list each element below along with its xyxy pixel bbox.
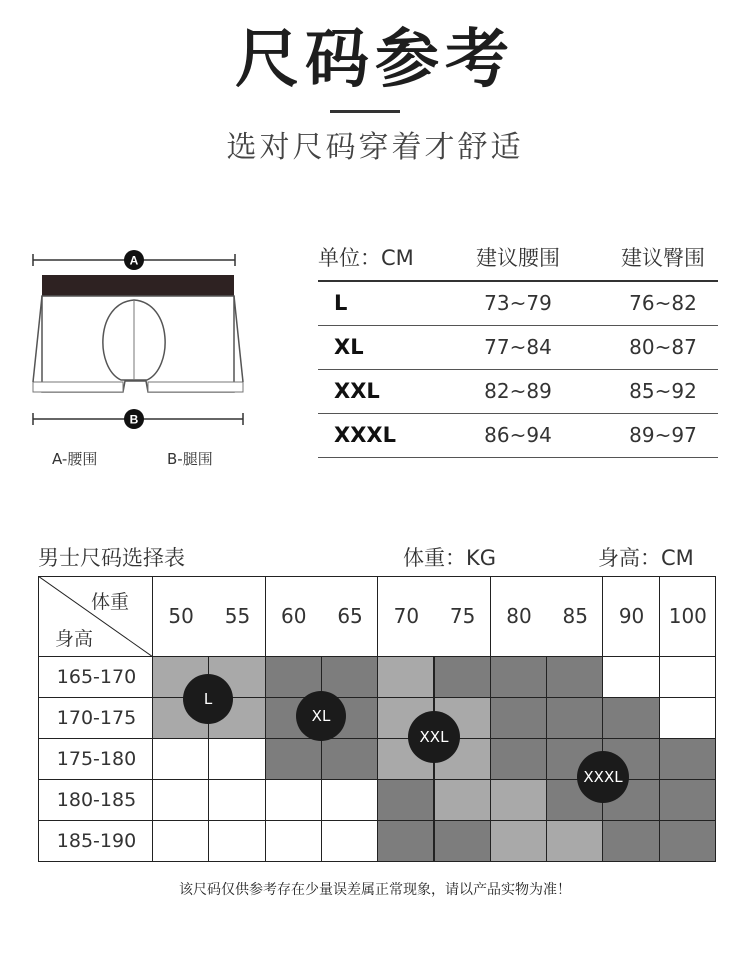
size-grid-cell — [377, 820, 434, 862]
size-table — [318, 240, 718, 458]
size-cell: XXL — [334, 379, 380, 403]
size-grid-cell — [490, 697, 547, 739]
hip-cell: 89~97 — [629, 423, 697, 447]
waist-cell: 77~84 — [484, 335, 552, 359]
size-grid-cell — [490, 779, 547, 821]
size-badge-l: L — [183, 674, 233, 724]
svg-text:B: B — [129, 412, 139, 427]
waist-label: A-腰围 — [52, 450, 98, 468]
height-unit-label: 身高：CM — [598, 546, 694, 570]
underwear-illustration — [25, 248, 250, 438]
size-grid-cell — [659, 656, 716, 698]
size-grid-cell — [490, 738, 547, 780]
weight-header-cell: 70 — [393, 604, 420, 628]
table-row — [318, 326, 718, 370]
weight-header-cell: 75 — [449, 604, 476, 628]
hip-cell: 76~82 — [629, 291, 697, 315]
size-grid-cell — [659, 738, 716, 780]
size-cell: XXXL — [334, 423, 396, 447]
page-title: 尺码参考 — [235, 23, 515, 97]
svg-text:A: A — [129, 253, 139, 268]
size-grid-cell — [434, 779, 491, 821]
height-label: 180-185 — [56, 789, 137, 811]
size-cell: XL — [334, 335, 364, 359]
waistband — [42, 275, 234, 296]
weight-header-cell: 85 — [562, 604, 588, 628]
size-grid-cell — [152, 738, 209, 780]
size-grid-cell — [659, 779, 716, 821]
size-grid-cell — [208, 820, 265, 862]
size-grid-cell — [490, 820, 547, 862]
size-grid-cell — [546, 697, 603, 739]
size-grid-cell — [208, 779, 265, 821]
unit-label: 单位：CM — [318, 246, 414, 270]
size-grid-cell — [659, 697, 716, 739]
corner-cell — [38, 576, 153, 657]
size-grid-cell — [321, 738, 378, 780]
height-row-header — [38, 779, 153, 821]
size-grid-cell — [546, 820, 603, 862]
size-grid-cell — [434, 656, 491, 698]
corner-weight-label: 体重 — [91, 591, 130, 613]
height-row-header — [38, 656, 153, 698]
height-row-header — [38, 820, 153, 862]
size-table-header — [318, 240, 718, 282]
height-label: 170-175 — [56, 707, 137, 729]
size-grid-cell — [152, 820, 209, 862]
size-badge-xxxl: XXXL — [577, 751, 629, 803]
hip-cell: 85~92 — [629, 379, 697, 403]
table-row — [318, 370, 718, 414]
selection-title: 男士尺码选择表 — [38, 546, 185, 570]
size-badge-xl: XL — [296, 691, 346, 741]
weight-header-cell: 80 — [506, 604, 532, 628]
page-subtitle: 选对尺码穿着才舒适 — [226, 130, 524, 165]
leg-label: B-腿围 — [167, 450, 213, 468]
size-grid-cell — [377, 779, 434, 821]
footnote: 该尺码仅供参考存在少量误差属正常现象，请以产品实物为准！ — [179, 882, 571, 898]
size-grid-cell — [546, 656, 603, 698]
height-label: 175-180 — [56, 748, 137, 770]
weight-header-cell: 60 — [281, 604, 307, 628]
weight-header-cell: 55 — [224, 604, 251, 628]
height-row-header — [38, 697, 153, 739]
hip-column-header: 建议臀围 — [621, 246, 705, 270]
weight-header-cell: 50 — [168, 604, 194, 628]
size-grid-cell — [265, 820, 322, 862]
waist-cell: 82~89 — [484, 379, 552, 403]
size-grid-cell — [152, 779, 209, 821]
weight-unit-label: 体重：KG — [403, 546, 497, 570]
hip-cell: 80~87 — [629, 335, 697, 359]
corner-height-label: 身高 — [55, 628, 94, 650]
waist-cell: 73~79 — [484, 291, 552, 315]
height-label: 185-190 — [56, 830, 137, 852]
weight-header-cell: 90 — [618, 604, 645, 628]
height-label: 165-170 — [56, 666, 137, 688]
size-grid-cell — [659, 820, 716, 862]
size-grid-cell — [321, 820, 378, 862]
size-grid-cell — [321, 779, 378, 821]
size-grid-cell — [602, 820, 659, 862]
table-row — [318, 282, 718, 326]
weight-header-cell: 65 — [337, 604, 363, 628]
size-grid-cell — [602, 697, 659, 739]
size-grid-cell — [265, 738, 322, 780]
waist-cell: 86~94 — [484, 423, 552, 447]
title-divider — [330, 110, 400, 113]
waist-column-header: 建议腰围 — [476, 246, 560, 270]
size-grid-cell — [434, 820, 491, 862]
weight-header-cell: 100 — [668, 604, 707, 628]
size-grid-cell — [377, 656, 434, 698]
size-badge-xxl: XXL — [408, 711, 460, 763]
size-grid-cell — [208, 738, 265, 780]
height-row-header — [38, 738, 153, 780]
size-cell: L — [334, 291, 348, 315]
size-grid-cell — [265, 779, 322, 821]
underwear-diagram — [25, 248, 250, 478]
size-grid-cell — [602, 656, 659, 698]
size-grid-cell — [490, 656, 547, 698]
table-row — [318, 414, 718, 458]
